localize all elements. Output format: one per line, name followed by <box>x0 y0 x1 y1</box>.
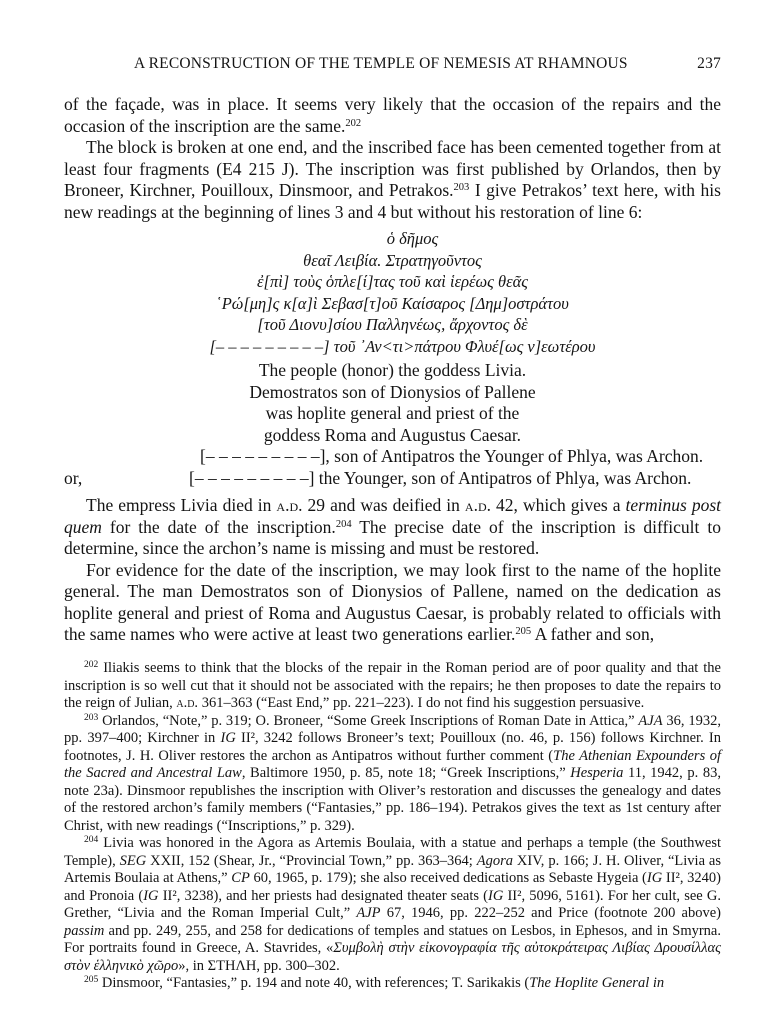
footnote-number: 204 <box>84 835 99 845</box>
footnote: $^{202}$ Iliakis seems to think that the blocks of the repair in the Roman period are of poor quality and that the inscription is so well cut that it should not be associated with the repairs; he then proposes to date the repairs to the reign of Julian, a.d. 361–363 (“East End,” pp. 221–223). I do not find his suggestion persuasive. <box>64 660 721 711</box>
translation-line: The people (honor) the goddess Livia. <box>258 360 527 380</box>
translation-alternative <box>64 468 721 490</box>
or-label: or, <box>64 467 83 488</box>
translation-line: Demostratos son of Dionysios of Pallene <box>249 381 536 402</box>
translation-line: [– – – – – – – – –], son of Antipatros the Younger of Phlya, was Archon. <box>200 446 704 466</box>
footnote-number: 202 <box>84 660 99 670</box>
footnotes <box>64 660 721 993</box>
inscription-line: θεαῖ Λειβία. Στρατηγοῦντος <box>303 250 482 270</box>
footnote: $^{203}$ Orlandos, “Note,” p. 319; O. Broneer, “Some Greek Inscriptions of Roman Date in Attica,” AJA 36, 1932, pp. 397–400; Kirchner in IG II², 3242 follows Broneer’s text; Pouilloux (no. 46, p. 156) follows Kirchner. In footnotes, J. H. Oliver restores the archon as Antipatros without further comment (The Athenian Expounders of the Sacred and Ancestral Law, Baltimore 1950, p. 85, note 18; “Greek Inscriptions,” Hesperia 11, 1942, p. 83, note 23a). Dinsmoor republishes the inscription with Oliver’s restoration and discusses the genealogy and dates of the restored archon’s family members (“Fantasies,” pp. 186–194). Petrakos gives the text as 1st century after Christ, with new readings (“Inscriptions,” p. 329). <box>64 712 722 834</box>
greek-inscription <box>64 228 721 357</box>
footnote-ref[interactable]: 202 <box>345 117 362 129</box>
paragraph: of the façade, was in place. It seems very likely that the occasion of the repairs and the occasion of the inscription are the same.$^{202}$ <box>64 94 721 136</box>
paragraph: The block is broken at one end, and the inscribed face has been cemented together from at least four fragments (E4 215 J). The inscription was first published by Orlandos, then by Broneer, Kirchner, Pouilloux, Dinsmoor, and Petrakos.$^{203}$ I give Petrakos’ text here, with his new readings at the beginning of lines 3 and 4 but without his restoration of line 6: <box>64 137 721 222</box>
paragraph: For evidence for the date of the inscription, we may look first to the name of the hoplite general. The man Demostratos son of Dionysios of Pallene, named on the dedication as hoplite general and priest of Roma and Augustus Caesar, is probably related to officials with the same names who were active at least two generations earlier.$^{205}$ A father and son, <box>64 559 721 644</box>
translation-line: goddess Roma and Augustus Caesar. <box>263 424 522 445</box>
inscription-line: [τοῦ Διονυ]σίου Παλληνέως, ἄρχοντος δὲ <box>257 315 528 334</box>
inscription-line: ῾Ρώ[μη]ς κ[α]ὶ Σεβασ[τ]οῦ Καίσαρος [Δημ]οστράτου <box>216 293 569 313</box>
page-number: 237 <box>697 55 721 72</box>
inscription-line: [– – – – – – – – –] τοῦ ᾿Αν<τι>πάτρου Φλυέ[ως ν]εωτέρου <box>209 336 596 356</box>
main-text <box>64 94 721 646</box>
running-head-title: A RECONSTRUCTION OF THE TEMPLE OF NEMESIS AT RHAMNOUS <box>134 55 628 72</box>
inscription-line: ὁ δῆμος <box>386 229 439 248</box>
translation-block <box>64 360 721 489</box>
footnote-ref[interactable]: 205 <box>515 626 532 637</box>
footnote-number: 205 <box>84 975 99 985</box>
footnote-ref[interactable]: 203 <box>453 182 470 193</box>
footnote: $^{204}$ Livia was honored in the Agora as Artemis Boulaia, with a statue and perhaps a temple (the Southwest Temple), SEG XXII, 152 (Shear, Jr., “Provincial Town,” pp. 363–364; Agora XIV, p. 166; J. H. Oliver, “Livia as Artemis Boulaia at Athens,” CP 60, 1965, p. 179); she also received dedications as Sebaste Hygeia (IG II², 3240) and Pronoia (IG II², 3238), and her priests had designated theater seats (IG II², 5096, 5161). For her cult, see G. Grether, “Livia and the Roman Imperial Cult,” AJP 67, 1946, pp. 222–252 and Price (footnote 200 above) passim and pp. 249, 255, and 258 for dedications of temples and statues on Lesbos, in Ephesos, and in Smyrna. For portraits found in Greece, A. Stavrides, «Συμβολὴ στὴν εἰκονογραφία τῆς αὐτοκράτειρας Λιβίας Δρουσίλλας στὸν ἑλληνικὸ χῶρο», in ΣΤΗΛΗ, pp. 300–302. <box>64 835 722 974</box>
inscription-line: ἐ[πὶ] τοὺς ὁπλε[ί]τας τοῦ καὶ ἱερέως θεᾶς <box>257 272 528 291</box>
paragraph: The empress Livia died in a.d. 29 and was deified in a.d. 42, which gives a terminus post quem for the date of the inscription.$^{204}$ The precise date of the inscription is difficult to determine, since the archon’s name is missing and must be restored. <box>64 495 721 558</box>
translation-line: was hoplite general and priest of the <box>265 403 520 423</box>
footnote-number: 203 <box>84 712 99 723</box>
footnote-ref[interactable]: 204 <box>335 518 352 530</box>
translation-line: [– – – – – – – – –] the Younger, son of Antipatros of Phlya, was Archon. <box>189 467 692 488</box>
footnote: $^{205}$ Dinsmoor, “Fantasies,” p. 194 and note 40, with references; T. Sarikakis (The Hoplite General in <box>84 975 665 991</box>
